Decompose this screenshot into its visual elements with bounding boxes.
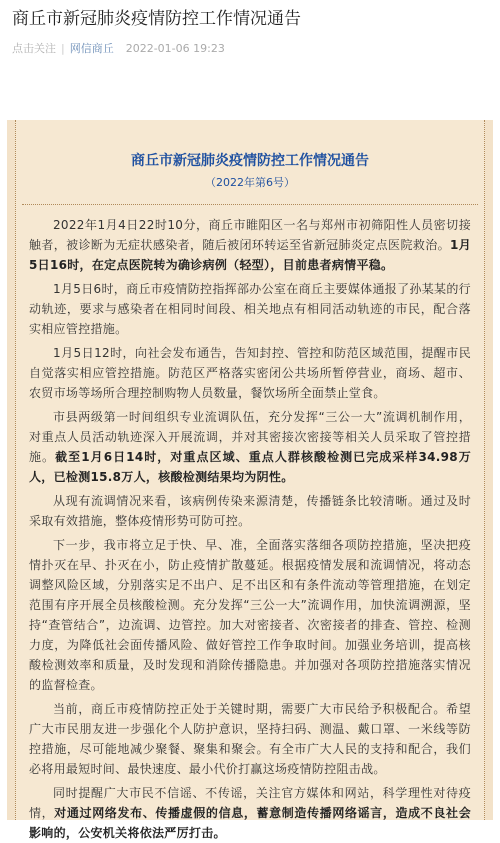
notice-body bbox=[16, 205, 484, 843]
paragraph-7 bbox=[29, 699, 471, 779]
paragraph-5-text: 从现有流调情况来看，该病例传染来源清楚，传播链条比较清晰。通过及时采取有效措施，整体疫情形势可防可控。 bbox=[29, 494, 471, 528]
follow-button[interactable]: 点击关注 bbox=[12, 42, 56, 55]
paragraph-6 bbox=[29, 535, 471, 695]
paragraph-2-text: 1月5日6时，商丘市疫情防控指挥部办公室在商丘主要媒体通报了孙某某的行动轨迹，要求与感染者在相同时间段、相关地点有相同活动轨迹的市民，配合落实相应管控措施。 bbox=[29, 282, 471, 336]
paragraph-7-text: 当前，商丘市疫情防控正处于关键时期，需要广大市民给予积极配合。希望广大市民朋友进一步强化个人防护意识，坚持扫码、测温、戴口罩、一米线等防控措施，尽可能地减少聚餐、聚集和聚会。有全市广大人民的支持和配合，我们必将用最短时间、最快速度、最小代价打赢这场疫情防控阻击战。 bbox=[29, 702, 471, 776]
source-link[interactable]: 网信商丘 bbox=[69, 42, 114, 55]
paragraph-6-text: 下一步，我市将立足于快、早、准，全面落实落细各项防控措施，坚决把疫情扑灭在早、扑灭在小，防止疫情扩散蔓延。根据疫情发展和流调情况，将动态调整风险区域，分别落实足不出户、足不出区和有条件流动等管理措施，在划定范围有序开展全员核酸检测。充分发挥“三公一大”流调作用，加快流调溯源，坚持“查管结合”，边流调、边管控。加大对密接者、次密接者的排查、管控、检测力度，为降低社会面传播风险、做好管控工作争取时间。加强业务培训，提高核酸检测效率和质量，及时发现和消除传播隐患。并加强对各项防控措施落实情况的监督检查。 bbox=[29, 538, 471, 692]
paragraph-1-bold: 1月5日16时，在定点医院转为确诊病例（轻型），目前患者病情平稳。 bbox=[29, 238, 472, 272]
paragraph-4-text: 市县两级第一时间组织专业流调队伍，充分发挥“三公一大”流调机制作用，对重点人员活动轨迹深入开展流调，并对其密接次密接等相关人员采取了管控措施。 bbox=[29, 410, 471, 464]
paragraph-8-text: 同时提醒广大市民不信谣、不传谣，关注官方媒体和网站，科学理性对待疫情， bbox=[29, 786, 471, 820]
paragraph-4 bbox=[29, 407, 471, 487]
paragraph-2 bbox=[29, 279, 471, 339]
notice-heading bbox=[16, 120, 484, 190]
paragraph-1 bbox=[29, 215, 471, 275]
meta-separator: | bbox=[61, 41, 65, 55]
article-title: 商丘市新冠肺炎疫情防控工作情况通告 bbox=[12, 9, 301, 29]
paragraph-8 bbox=[29, 783, 471, 843]
paragraph-4-bold: 截至1月6日14时，对重点区域、重点人群核酸检测已完成采样34.98万人，已检测15.8万人，核酸检测结果均为阴性。 bbox=[29, 450, 471, 484]
paragraph-5 bbox=[29, 491, 471, 531]
publish-date: 2022-01-06 19:23 bbox=[125, 41, 225, 55]
paragraph-1-text: 2022年1月4日22时10分，商丘市睢阳区一名与郑州市初筛阳性人员密切接触者，被诊断为无症状感染者，随后被闭环转运至省新冠肺炎定点医院救治。 bbox=[29, 218, 471, 252]
notice-number: （2022年第6号） bbox=[205, 176, 295, 189]
article-meta bbox=[12, 40, 488, 56]
paragraph-3-text: 1月5日12时，向社会发布通告，告知封控、管控和防范区域范围，提醒市民自觉落实相应管控措施。防范区严格落实密闭公共场所暂停营业，商场、超市、农贸市场等场所合理控制购物人员数量，餐饮场所全面禁止堂食。 bbox=[29, 346, 471, 400]
paragraph-8-bold: 对通过网络发布、传播虚假的信息，蓄意制造传播网络谣言，造成不良社会影响的，公安机关将依法严厉打击。 bbox=[29, 806, 471, 840]
notice-title: 商丘市新冠肺炎疫情防控工作情况通告 bbox=[131, 153, 369, 169]
notice-card bbox=[7, 120, 493, 840]
paragraph-3 bbox=[29, 343, 471, 403]
article-header bbox=[0, 0, 500, 56]
notice-card-inner bbox=[15, 120, 485, 840]
